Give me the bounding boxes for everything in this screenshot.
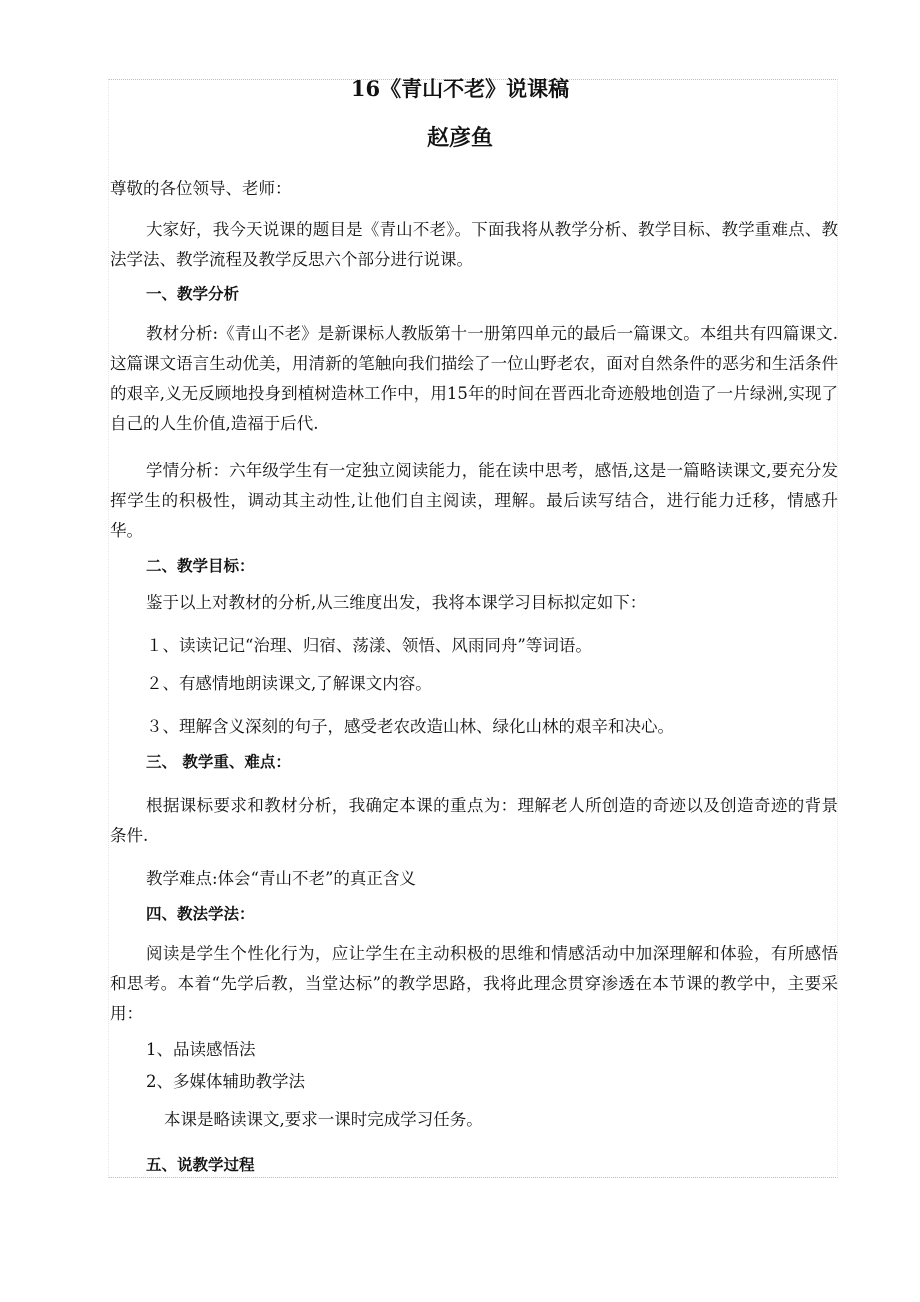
section2-lead: 鉴于以上对教材的分析,从三维度出发，我将本课学习目标拟定如下： [146, 593, 647, 612]
section1-paragraph1: 教材分析:《青山不老》是新课标人教版第十一册第四单元的最后一篇课文。本组共有四篇课文.这篇课文语言生动优美，用清新的笔触向我们描绘了一位山野老农，面对自然条件的恶劣和生活条件的艰辛,义无反顾地投身到植树造林工作中，用15年的时间在晋西北奇迹般地创造了一片绿洲,实现了自己的人生价值,造福于后代. [110, 324, 838, 433]
section4-note: 本课是略读课文,要求一课时完成学习任务。 [164, 1110, 483, 1129]
goal-item-1: １、读读记记“治理、归宿、荡漾、领悟、风雨同舟”等词语。 [146, 636, 592, 655]
method-item-1: 1、品读感悟法 [146, 1040, 256, 1059]
section3-heading: 三、 教学重、难点： [146, 753, 291, 771]
goal-item-3: ３、理解含义深刻的句子，感受老农改造山林、绿化山林的艰辛和决心。 [146, 717, 674, 736]
section5-heading: 五、说教学过程 [146, 1156, 255, 1174]
document-title: 16《青山不老》说课稿 [350, 76, 570, 101]
section2-heading: 二、教学目标： [146, 557, 255, 575]
section1-paragraph2: 学情分析：六年级学生有一定独立阅读能力，能在读中思考，感悟,这是一篇略读课文,要充分发挥学生的积极性，调动其主动性,让他们自主阅读，理解。最后读写结合，进行能力迁移，情感升华。 [110, 461, 838, 540]
section3-paragraph2: 教学难点:体会“青山不老”的真正含义 [146, 869, 416, 888]
section4-paragraph1: 阅读是学生个性化行为，应让学生在主动积极的思维和情感活动中加深理解和体验，有所感悟和思考。本着“先学后教，当堂达标”的教学思路，我将此理念贯穿渗透在本节课的教学中，主要采用： [110, 944, 838, 1023]
greeting: 尊敬的各位领导、老师： [110, 179, 292, 198]
method-item-2: 2、多媒体辅助教学法 [146, 1072, 305, 1091]
section4-heading: 四、教法学法： [146, 905, 255, 923]
intro-paragraph: 大家好，我今天说课的题目是《青山不老》。下面我将从教学分析、教学目标、教学重难点、教法学法、教学流程及教学反思六个部分进行说课。 [110, 220, 838, 269]
goal-item-2: ２、有感情地朗读课文,了解课文内容。 [146, 674, 432, 693]
section1-heading: 一、教学分析 [146, 285, 240, 303]
document-author: 赵彦鱼 [426, 125, 493, 151]
section3-paragraph1: 根据课标要求和教材分析，我确定本课的重点为：理解老人所创造的奇迹以及创造奇迹的背景条件. [110, 796, 838, 845]
